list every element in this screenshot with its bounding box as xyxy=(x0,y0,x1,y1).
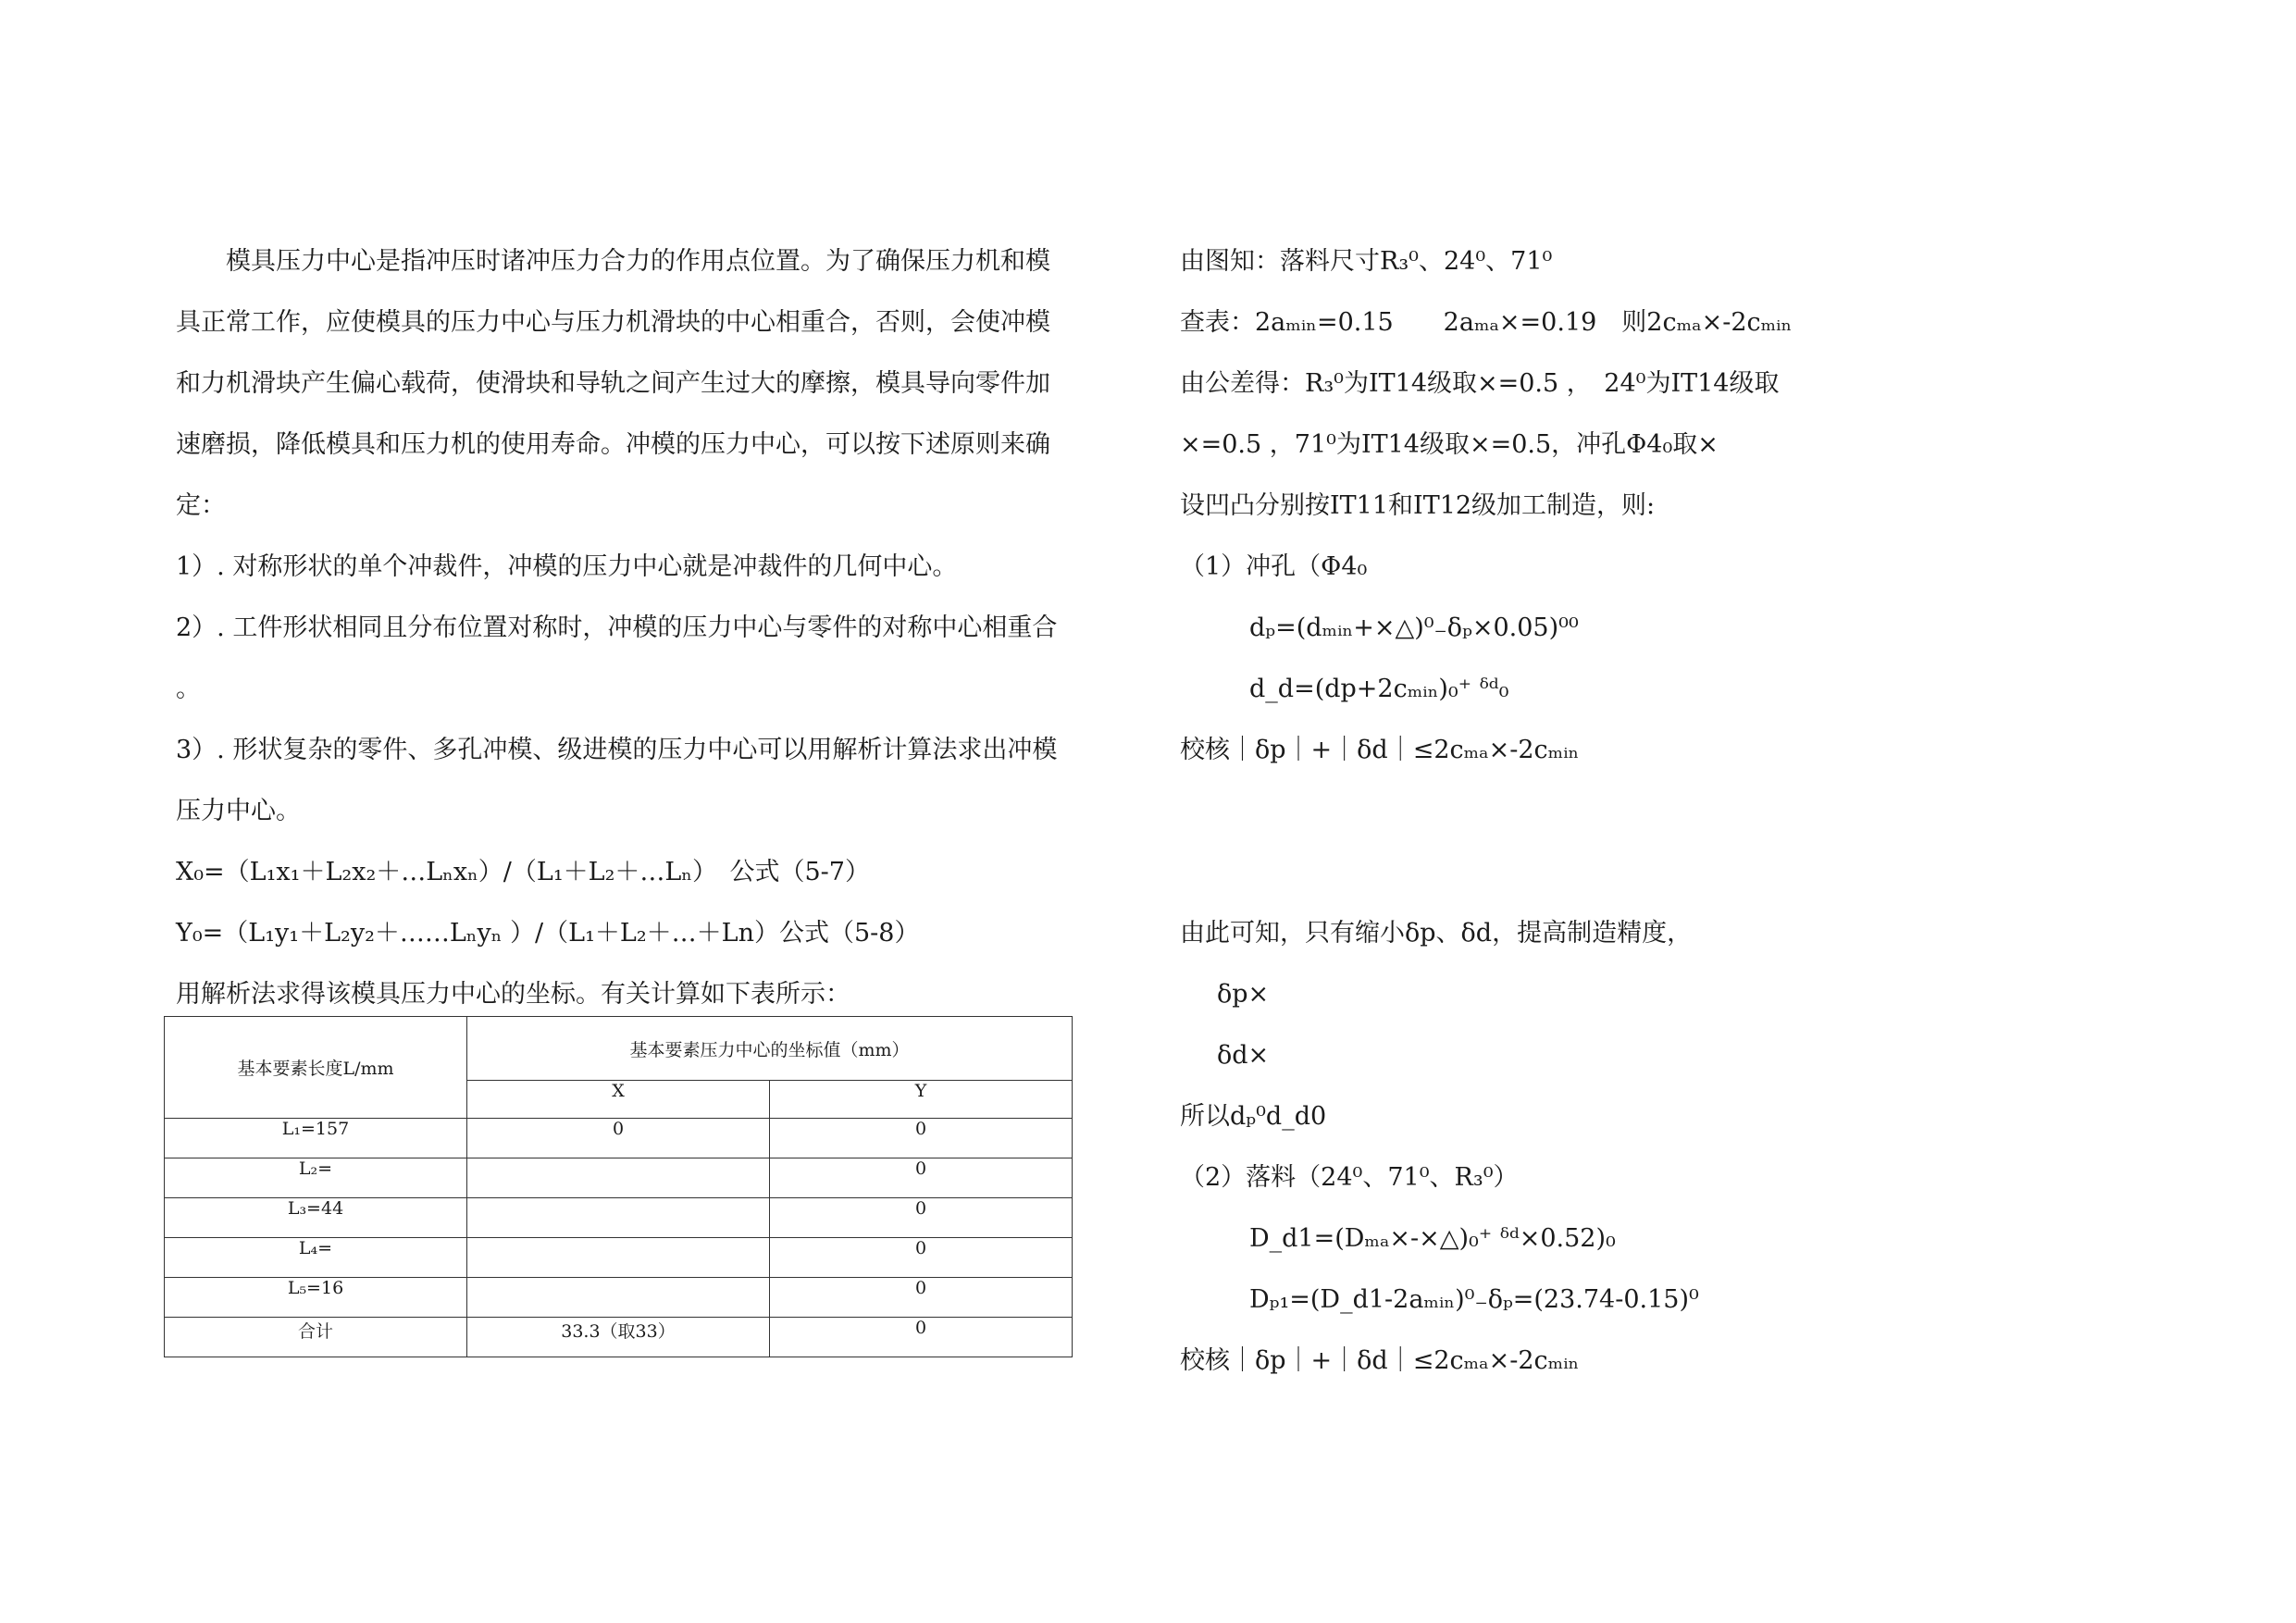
table-lookup: 查表：2aₘᵢₙ=0.15 2aₘₐ×=0.19 则2cₘₐ×-2cₘᵢₙ xyxy=(1180,308,1793,337)
formula-Dd1: D_d1=(Dₘₐ×-×△)₀⁺ ᵟᵈ×0.52)₀ xyxy=(1249,1224,1616,1253)
spacer xyxy=(1180,781,2198,903)
cell-length: L₂= xyxy=(165,1158,467,1198)
header-y: Y xyxy=(770,1081,1073,1119)
therefore-line: 所以dₚ⁰d_d0 xyxy=(1180,1102,1327,1131)
cell-x xyxy=(467,1158,770,1198)
rule-2: 2）. 工件形状相同且分布位置对称时，冲模的压力中心与零件的对称中心相重合 xyxy=(176,613,1058,642)
formula-dd: d_d=(dp+2cₘᵢₙ)₀⁺ ᵟᵈ₀ xyxy=(1249,675,1509,703)
formula-dp: dₚ=(dₘᵢₙ+×△)⁰₋δₚ×0.05)⁰⁰ xyxy=(1249,613,1579,642)
punching-heading: （1）冲孔（Φ4₀ xyxy=(1180,552,1368,581)
rule-3-cont: 压力中心。 xyxy=(176,797,301,825)
cell-length: L₄= xyxy=(165,1238,467,1278)
cell-total-label: 合计 xyxy=(165,1318,467,1357)
conclusion: 由此可知，只有缩小δp、δd，提高制造精度， xyxy=(1180,919,1693,948)
check-1: 校核｜δp｜+｜δd｜≤2cₘₐ×-2cₘᵢₙ xyxy=(1180,736,1580,764)
cell-y: 0 xyxy=(770,1278,1073,1318)
table-row xyxy=(165,1198,1073,1238)
rule-2-cont: 。 xyxy=(176,675,201,703)
cell-x: 0 xyxy=(467,1119,770,1158)
rule-3: 3）. 形状复杂的零件、多孔冲模、级进模的压力中心可以用解析计算法求出冲模 xyxy=(176,736,1058,764)
right-column xyxy=(1180,231,2198,1392)
table-intro: 用解析法求得该模具压力中心的坐标。有关计算如下表所示： xyxy=(176,980,850,1009)
delta-p: δp× xyxy=(1217,980,1270,1009)
check-2: 校核｜δp｜+｜δd｜≤2cₘₐ×-2cₘᵢₙ xyxy=(1180,1346,1580,1375)
blanking-heading: （2）落料（24⁰、71⁰、R₃⁰） xyxy=(1180,1163,1519,1192)
cell-length: L₃=44 xyxy=(165,1198,467,1238)
tolerance-line-2: ×=0.5 ，71⁰为IT14级取×=0.5，冲孔Φ4₀取× xyxy=(1180,430,1719,459)
cell-y: 0 xyxy=(770,1238,1073,1278)
cell-total-y: 0 xyxy=(770,1318,1073,1357)
rule-1: 1）. 对称形状的单个冲裁件，冲模的压力中心就是冲裁件的几何中心。 xyxy=(176,552,958,581)
left-column xyxy=(176,231,1138,1025)
table-row xyxy=(165,1238,1073,1278)
tolerance-line-1: 由公差得：R₃⁰为IT14级取×=0.5 ， 24⁰为IT14级取 xyxy=(1180,369,1780,398)
header-coord-group: 基本要素压力中心的坐标值（mm） xyxy=(467,1017,1073,1081)
table-row xyxy=(165,1278,1073,1318)
cell-x xyxy=(467,1238,770,1278)
table-row xyxy=(165,1119,1073,1158)
cell-total-x: 33.3（取33） xyxy=(467,1318,770,1357)
cell-y: 0 xyxy=(770,1158,1073,1198)
header-length: 基本要素长度L/mm xyxy=(165,1017,467,1119)
table-row xyxy=(165,1158,1073,1198)
paragraph-line-3: 和力机滑块产生偏心载荷，使滑块和导轨之间产生过大的摩擦，模具导向零件加 xyxy=(176,369,1050,398)
paragraph-line-5: 定： xyxy=(176,491,226,520)
manufacturing-grade: 设凹凸分别按IT11和IT12级加工制造，则: xyxy=(1180,491,1656,520)
paragraph-line-4: 速磨损，降低模具和压力机的使用寿命。冲模的压力中心，可以按下述原则来确 xyxy=(176,430,1050,459)
formula-x: X₀=（L₁x₁＋L₂x₂＋…Lₙxₙ）/（L₁＋L₂＋…Lₙ） 公式（5-7） xyxy=(176,858,870,886)
header-x: X xyxy=(467,1081,770,1119)
formula-y: Y₀=（L₁y₁＋L₂y₂＋……Lₙyₙ ）/（L₁＋L₂＋…＋Ln）公式（5-8） xyxy=(176,919,920,948)
cell-length: L₁=157 xyxy=(165,1119,467,1158)
coordinate-table xyxy=(164,1016,1073,1357)
cell-x xyxy=(467,1278,770,1318)
paragraph-line-1: 模具压力中心是指冲压时诸冲压力合力的作用点位置。为了确保压力机和模 xyxy=(176,247,1050,276)
cell-length: L₅=16 xyxy=(165,1278,467,1318)
paragraph-line-2: 具正常工作，应使模具的压力中心与压力机滑块的中心相重合，否则，会使冲模 xyxy=(176,308,1050,337)
cell-x xyxy=(467,1198,770,1238)
table-row-total xyxy=(165,1318,1073,1357)
given-dimensions: 由图知：落料尺寸R₃⁰、24⁰、71⁰ xyxy=(1180,247,1553,276)
delta-d: δd× xyxy=(1217,1041,1270,1070)
cell-y: 0 xyxy=(770,1119,1073,1158)
cell-y: 0 xyxy=(770,1198,1073,1238)
formula-Dp1: Dₚ₁=(D_d1-2aₘᵢₙ)⁰₋δₚ=(23.74-0.15)⁰ xyxy=(1249,1285,1699,1314)
